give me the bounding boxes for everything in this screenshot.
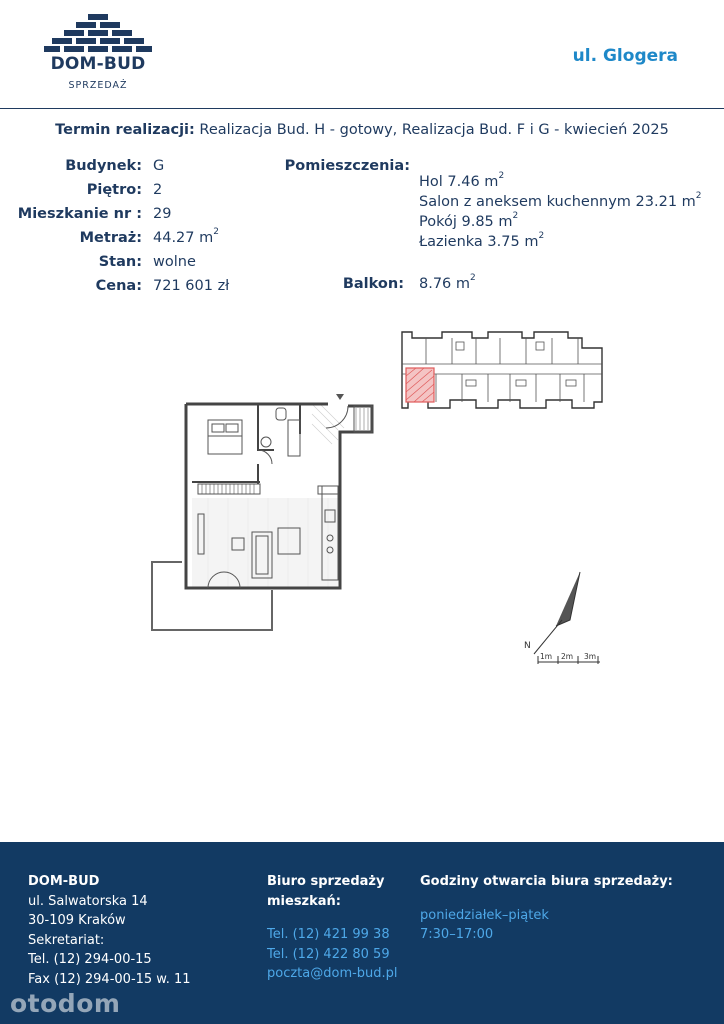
company-fax: Fax (12) 294-00-15 w. 11 [28, 971, 191, 987]
hours-time: 7:30–17:00 [420, 927, 494, 942]
company-address-city: 30-109 Kraków [28, 913, 126, 928]
office-phone-1-link[interactable]: Tel. (12) 421 99 38 [267, 927, 390, 942]
price-label: Cena: [95, 278, 142, 294]
scale-1m: 1m [540, 652, 553, 661]
room-item [419, 191, 702, 210]
secretariat-label: Sekretariat: [28, 932, 105, 948]
brand-name: DOM-BUD [50, 54, 146, 74]
scale-3m: 3m [584, 652, 597, 661]
north-arrow-and-scale [520, 570, 602, 666]
footer-opening-hours [420, 872, 673, 945]
building-label: Budynek: [65, 158, 142, 174]
floor-label: Piętro: [86, 182, 142, 198]
status-value: wolne [153, 254, 196, 270]
north-arrow-icon [534, 572, 580, 654]
rooms-label: Pomieszczenia: [284, 158, 410, 174]
office-title-line2: mieszkań: [267, 893, 341, 909]
apartment-label: Mieszkanie nr : [17, 206, 142, 222]
hours-title: Godziny otwarcia biura sprzedaży: [420, 874, 673, 889]
hours-days: poniedziałek–piątek [420, 907, 549, 923]
room-sup: 2 [538, 231, 545, 241]
area-label: Metraż: [79, 230, 142, 246]
building-key-plan [396, 328, 608, 410]
room-sup: 2 [512, 211, 519, 221]
scale-2m: 2m [561, 652, 574, 661]
footer-sales-office [267, 872, 398, 984]
company-address-street: ul. Salwatorska 14 [28, 893, 148, 909]
building-value: G [153, 158, 165, 174]
room-sup: 2 [695, 191, 702, 201]
office-title-line1: Biuro sprzedaży [267, 874, 385, 889]
balcony-value [419, 273, 476, 292]
term-label: Termin realizacji: [55, 122, 195, 138]
office-email-link[interactable]: poczta@dom-bud.pl [267, 966, 398, 981]
office-phone-2-link[interactable]: Tel. (12) 422 80 59 [267, 946, 390, 962]
status-label: Stan: [98, 254, 142, 270]
room-text: Hol 7.46 m [419, 174, 499, 190]
entrance-marker [336, 394, 344, 400]
brand-subtitle: SPRZEDAŻ [68, 80, 128, 91]
price-value: 721 601 zł [153, 278, 230, 294]
street-name: ul. Glogera [572, 46, 678, 66]
room-sup: 2 [498, 171, 505, 181]
company-name: DOM-BUD [28, 874, 100, 889]
room-item [419, 171, 505, 190]
room-text: Łazienka 3.75 m [419, 234, 539, 250]
otodom-watermark: otodom [10, 989, 121, 1018]
north-label: N [524, 641, 531, 651]
balcony-number: 8.76 m [419, 276, 471, 292]
company-phone: Tel. (12) 294-00-15 [28, 952, 152, 967]
header-divider [0, 108, 724, 109]
area-number: 44.27 m [153, 230, 214, 246]
highlighted-apartment [406, 368, 434, 402]
balcony-sup: 2 [470, 273, 476, 283]
room-text: Pokój 9.85 m [419, 214, 513, 230]
room-item [419, 211, 519, 230]
room-text: Salon z aneksem kuchennym 23.21 m [419, 194, 696, 210]
term-value: Realizacja Bud. H - gotowy, Realizacja Bud. F i G - kwiecień 2025 [199, 122, 669, 138]
apartment-value: 29 [153, 206, 172, 222]
room-item [419, 231, 545, 250]
apartment-floor-plan [148, 390, 378, 632]
area-sup: 2 [213, 227, 219, 237]
balcony-label: Balkon: [342, 276, 404, 292]
footer-company [28, 872, 191, 989]
floor-value: 2 [153, 182, 163, 198]
completion-term [0, 122, 724, 138]
area-value [153, 227, 219, 246]
